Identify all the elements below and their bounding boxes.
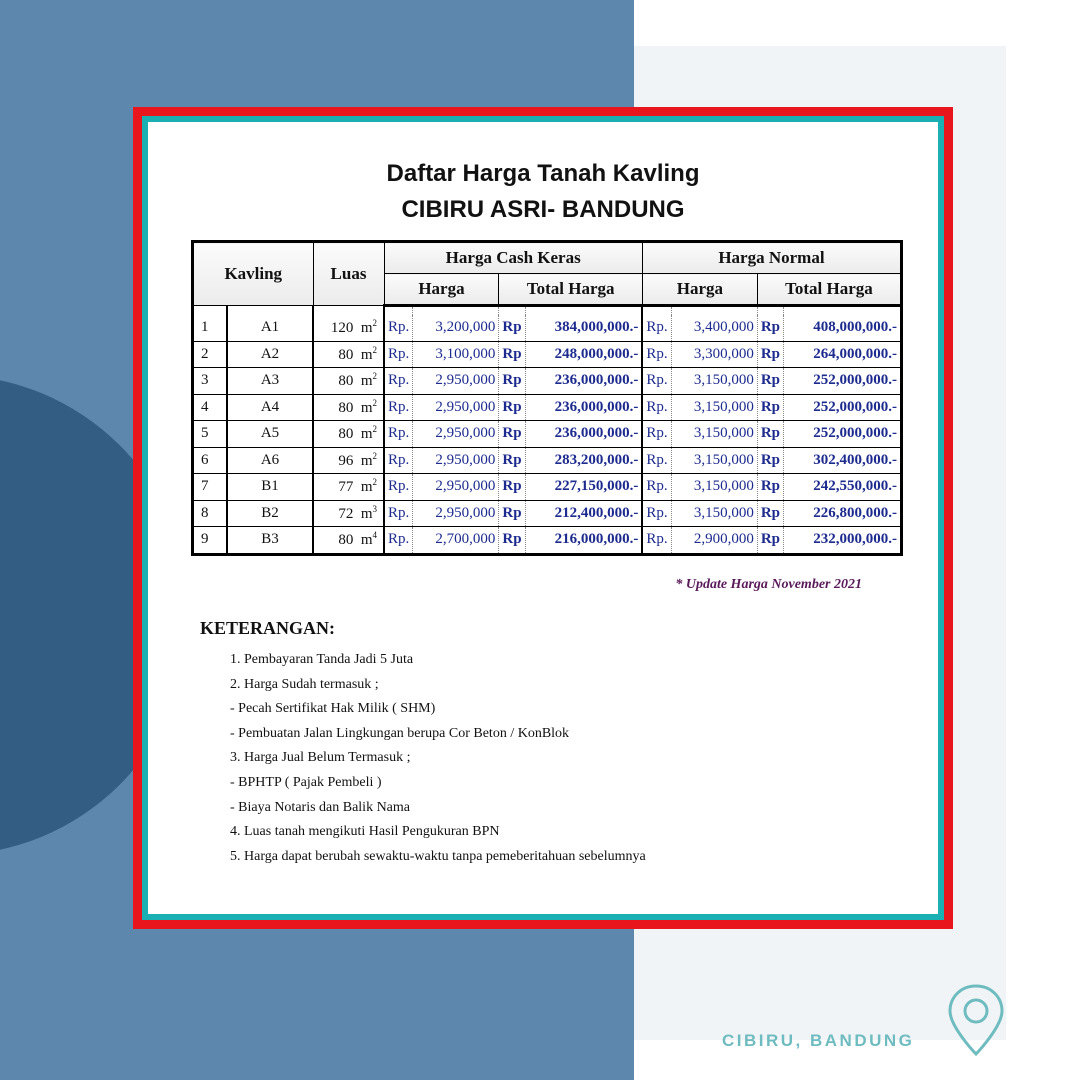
luas-value: 80: [338, 426, 354, 443]
luas-unit-exponent: 2: [372, 344, 377, 355]
normal-total-currency: Rp: [757, 474, 783, 501]
normal-total-value: 302,400,000.-: [784, 447, 902, 474]
cash-total-value: 212,400,000.-: [525, 500, 642, 527]
header-cash-group: Harga Cash Keras: [384, 242, 642, 274]
cash-total-currency: Rp: [499, 315, 525, 341]
cash-total-currency: Rp: [499, 421, 525, 448]
luas-unit-exponent: 2: [372, 424, 377, 435]
kavling-code: A6: [227, 447, 313, 474]
keterangan-item: - Pembuatan Jalan Lingkungan berupa Cor Beton / KonBlok: [230, 725, 570, 741]
kavling-code: B2: [227, 500, 313, 527]
keterangan-item: 3. Harga Jual Belum Termasuk ;: [230, 750, 411, 766]
row-number: 3: [193, 368, 228, 395]
normal-harga-currency: Rp.: [642, 447, 671, 474]
luas-unit-exponent: 2: [372, 397, 377, 408]
header-kavling: Kavling: [193, 242, 314, 306]
cash-harga-currency: Rp.: [384, 368, 413, 395]
normal-total-currency: Rp: [757, 368, 783, 395]
normal-total-value: 252,000,000.-: [784, 421, 902, 448]
luas-unit-exponent: 4: [372, 530, 377, 541]
header-cash-harga: Harga: [384, 274, 499, 306]
cash-harga-currency: Rp.: [384, 527, 413, 555]
keterangan-item: 2. Harga Sudah termasuk ;: [230, 676, 379, 692]
page-subtitle: CIBIRU ASRI- BANDUNG: [401, 196, 685, 223]
normal-harga-currency: Rp.: [642, 368, 671, 395]
table-body: [193, 306, 902, 555]
price-list-frame: [133, 107, 953, 929]
luas-unit: m: [360, 479, 373, 496]
normal-total-value: 252,000,000.-: [784, 394, 902, 421]
page-title: Daftar Harga Tanah Kavling: [386, 160, 700, 187]
cash-total-currency: Rp: [499, 447, 525, 474]
luas-cell: [313, 368, 384, 395]
header-cash-total: Total Harga: [499, 274, 643, 306]
luas-value: 96: [338, 452, 354, 469]
keterangan-item: 4. Luas tanah mengikuti Hasil Pengukuran BPN: [230, 824, 500, 840]
luas-value: 120: [330, 320, 354, 337]
row-number: 1: [193, 315, 228, 341]
luas-unit-exponent: 2: [372, 477, 377, 488]
luas-unit-exponent: 2: [372, 450, 377, 461]
table-row: [193, 527, 902, 555]
normal-total-value: 264,000,000.-: [784, 341, 902, 368]
luas-cell: [313, 315, 384, 341]
normal-harga-currency: Rp.: [642, 394, 671, 421]
keterangan-item: - BPHTP ( Pajak Pembeli ): [230, 774, 382, 790]
normal-harga-value: 3,150,000: [671, 368, 757, 395]
row-number: 6: [193, 447, 228, 474]
normal-total-currency: Rp: [757, 500, 783, 527]
cash-harga-currency: Rp.: [384, 421, 413, 448]
kavling-code: A4: [227, 394, 313, 421]
luas-cell: [313, 394, 384, 421]
keterangan-item: 1. Pembayaran Tanda Jadi 5 Juta: [230, 652, 414, 667]
table-spacer-row: [193, 306, 902, 316]
cash-harga-currency: Rp.: [384, 315, 413, 341]
luas-value: 72: [338, 505, 354, 522]
row-number: 5: [193, 421, 228, 448]
luas-unit-exponent: 2: [372, 371, 377, 382]
header-normal-total: Total Harga: [757, 274, 901, 306]
normal-total-value: 232,000,000.-: [784, 527, 902, 555]
normal-harga-value: 3,400,000: [671, 315, 757, 341]
cash-total-value: 236,000,000.-: [525, 368, 642, 395]
normal-total-currency: Rp: [757, 315, 783, 341]
row-number: 8: [193, 500, 228, 527]
normal-total-currency: Rp: [757, 421, 783, 448]
normal-total-currency: Rp: [757, 527, 783, 555]
cash-harga-currency: Rp.: [384, 447, 413, 474]
normal-harga-currency: Rp.: [642, 527, 671, 555]
luas-value: 80: [338, 532, 354, 549]
luas-unit: m: [360, 346, 373, 363]
normal-total-currency: Rp: [757, 341, 783, 368]
cash-harga-value: 2,950,000: [413, 368, 499, 395]
cash-total-currency: Rp: [499, 368, 525, 395]
cash-total-currency: Rp: [499, 474, 525, 501]
table-row: [193, 394, 902, 421]
luas-cell: [313, 421, 384, 448]
luas-unit: m: [360, 320, 373, 337]
cash-harga-value: 3,200,000: [413, 315, 499, 341]
normal-harga-currency: Rp.: [642, 315, 671, 341]
cash-total-value: 227,150,000.-: [525, 474, 642, 501]
normal-total-value: 226,800,000.-: [784, 500, 902, 527]
keterangan-heading: KETERANGAN:: [200, 618, 336, 638]
location-label: CIBIRU, BANDUNG: [722, 1031, 915, 1050]
row-number: 7: [193, 474, 228, 501]
luas-unit: m: [360, 452, 373, 469]
kavling-code: A2: [227, 341, 313, 368]
kavling-code: A5: [227, 421, 313, 448]
normal-harga-currency: Rp.: [642, 500, 671, 527]
cash-harga-currency: Rp.: [384, 394, 413, 421]
table-row: [193, 474, 902, 501]
normal-total-currency: Rp: [757, 447, 783, 474]
normal-harga-value: 3,150,000: [671, 394, 757, 421]
row-number: 4: [193, 394, 228, 421]
cash-harga-value: 2,950,000: [413, 500, 499, 527]
cash-harga-value: 2,950,000: [413, 447, 499, 474]
normal-total-value: 252,000,000.-: [784, 368, 902, 395]
normal-harga-currency: Rp.: [642, 474, 671, 501]
table-row: [193, 341, 902, 368]
luas-cell: [313, 527, 384, 555]
keterangan-list: [230, 648, 646, 869]
header-normal-harga: Harga: [642, 274, 757, 306]
table-row: [193, 447, 902, 474]
cash-total-currency: Rp: [499, 341, 525, 368]
luas-unit-exponent: 2: [372, 318, 377, 329]
luas-value: 80: [338, 346, 354, 363]
location-pin-icon: [944, 980, 1008, 1060]
row-number: 2: [193, 341, 228, 368]
table-row: [193, 315, 902, 341]
cash-harga-currency: Rp.: [384, 500, 413, 527]
cash-harga-value: 2,700,000: [413, 527, 499, 555]
cash-total-value: 283,200,000.-: [525, 447, 642, 474]
header-normal-group: Harga Normal: [642, 242, 901, 274]
normal-harga-value: 3,150,000: [671, 474, 757, 501]
keterangan-item: 5. Harga dapat berubah sewaktu-waktu tanpa pemeberitahuan sebelumnya: [230, 848, 646, 864]
cash-total-currency: Rp: [499, 500, 525, 527]
normal-harga-currency: Rp.: [642, 341, 671, 368]
cash-total-value: 236,000,000.-: [525, 421, 642, 448]
luas-value: 80: [338, 399, 354, 416]
cash-total-currency: Rp: [499, 394, 525, 421]
kavling-code: A3: [227, 368, 313, 395]
keterangan-item: - Biaya Notaris dan Balik Nama: [230, 799, 411, 815]
table-row: [193, 421, 902, 448]
normal-total-value: 408,000,000.-: [784, 315, 902, 341]
luas-unit-exponent: 3: [372, 503, 377, 514]
cash-harga-value: 2,950,000: [413, 421, 499, 448]
price-table: [191, 240, 903, 556]
luas-cell: [313, 341, 384, 368]
kavling-code: B3: [227, 527, 313, 555]
luas-unit: m: [360, 399, 373, 416]
normal-harga-value: 2,900,000: [671, 527, 757, 555]
normal-harga-value: 3,150,000: [671, 447, 757, 474]
cash-total-currency: Rp: [499, 527, 525, 555]
price-list-sheet: [148, 122, 938, 914]
normal-harga-currency: Rp.: [642, 421, 671, 448]
table-row: [193, 500, 902, 527]
cash-total-value: 236,000,000.-: [525, 394, 642, 421]
cash-harga-value: 3,100,000: [413, 341, 499, 368]
luas-unit: m: [360, 373, 373, 390]
luas-value: 77: [338, 479, 354, 496]
cash-harga-currency: Rp.: [384, 474, 413, 501]
luas-cell: [313, 447, 384, 474]
luas-unit: m: [360, 426, 373, 443]
cash-total-value: 248,000,000.-: [525, 341, 642, 368]
normal-harga-value: 3,150,000: [671, 500, 757, 527]
cash-total-value: 216,000,000.-: [525, 527, 642, 555]
normal-harga-value: 3,150,000: [671, 421, 757, 448]
luas-unit: m: [360, 532, 373, 549]
kavling-code: A1: [227, 315, 313, 341]
kavling-code: B1: [227, 474, 313, 501]
luas-value: 80: [338, 373, 354, 390]
cash-harga-value: 2,950,000: [413, 474, 499, 501]
cash-harga-currency: Rp.: [384, 341, 413, 368]
row-number: 9: [193, 527, 228, 555]
luas-unit: m: [360, 505, 373, 522]
normal-total-value: 242,550,000.-: [784, 474, 902, 501]
normal-harga-value: 3,300,000: [671, 341, 757, 368]
cash-total-value: 384,000,000.-: [525, 315, 642, 341]
update-note: * Update Harga November 2021: [675, 577, 862, 592]
normal-total-currency: Rp: [757, 394, 783, 421]
header-luas: Luas: [313, 242, 384, 306]
table-row: [193, 368, 902, 395]
luas-cell: [313, 474, 384, 501]
cash-harga-value: 2,950,000: [413, 394, 499, 421]
keterangan-item: - Pecah Sertifikat Hak Milik ( SHM): [230, 701, 436, 717]
luas-cell: [313, 500, 384, 527]
